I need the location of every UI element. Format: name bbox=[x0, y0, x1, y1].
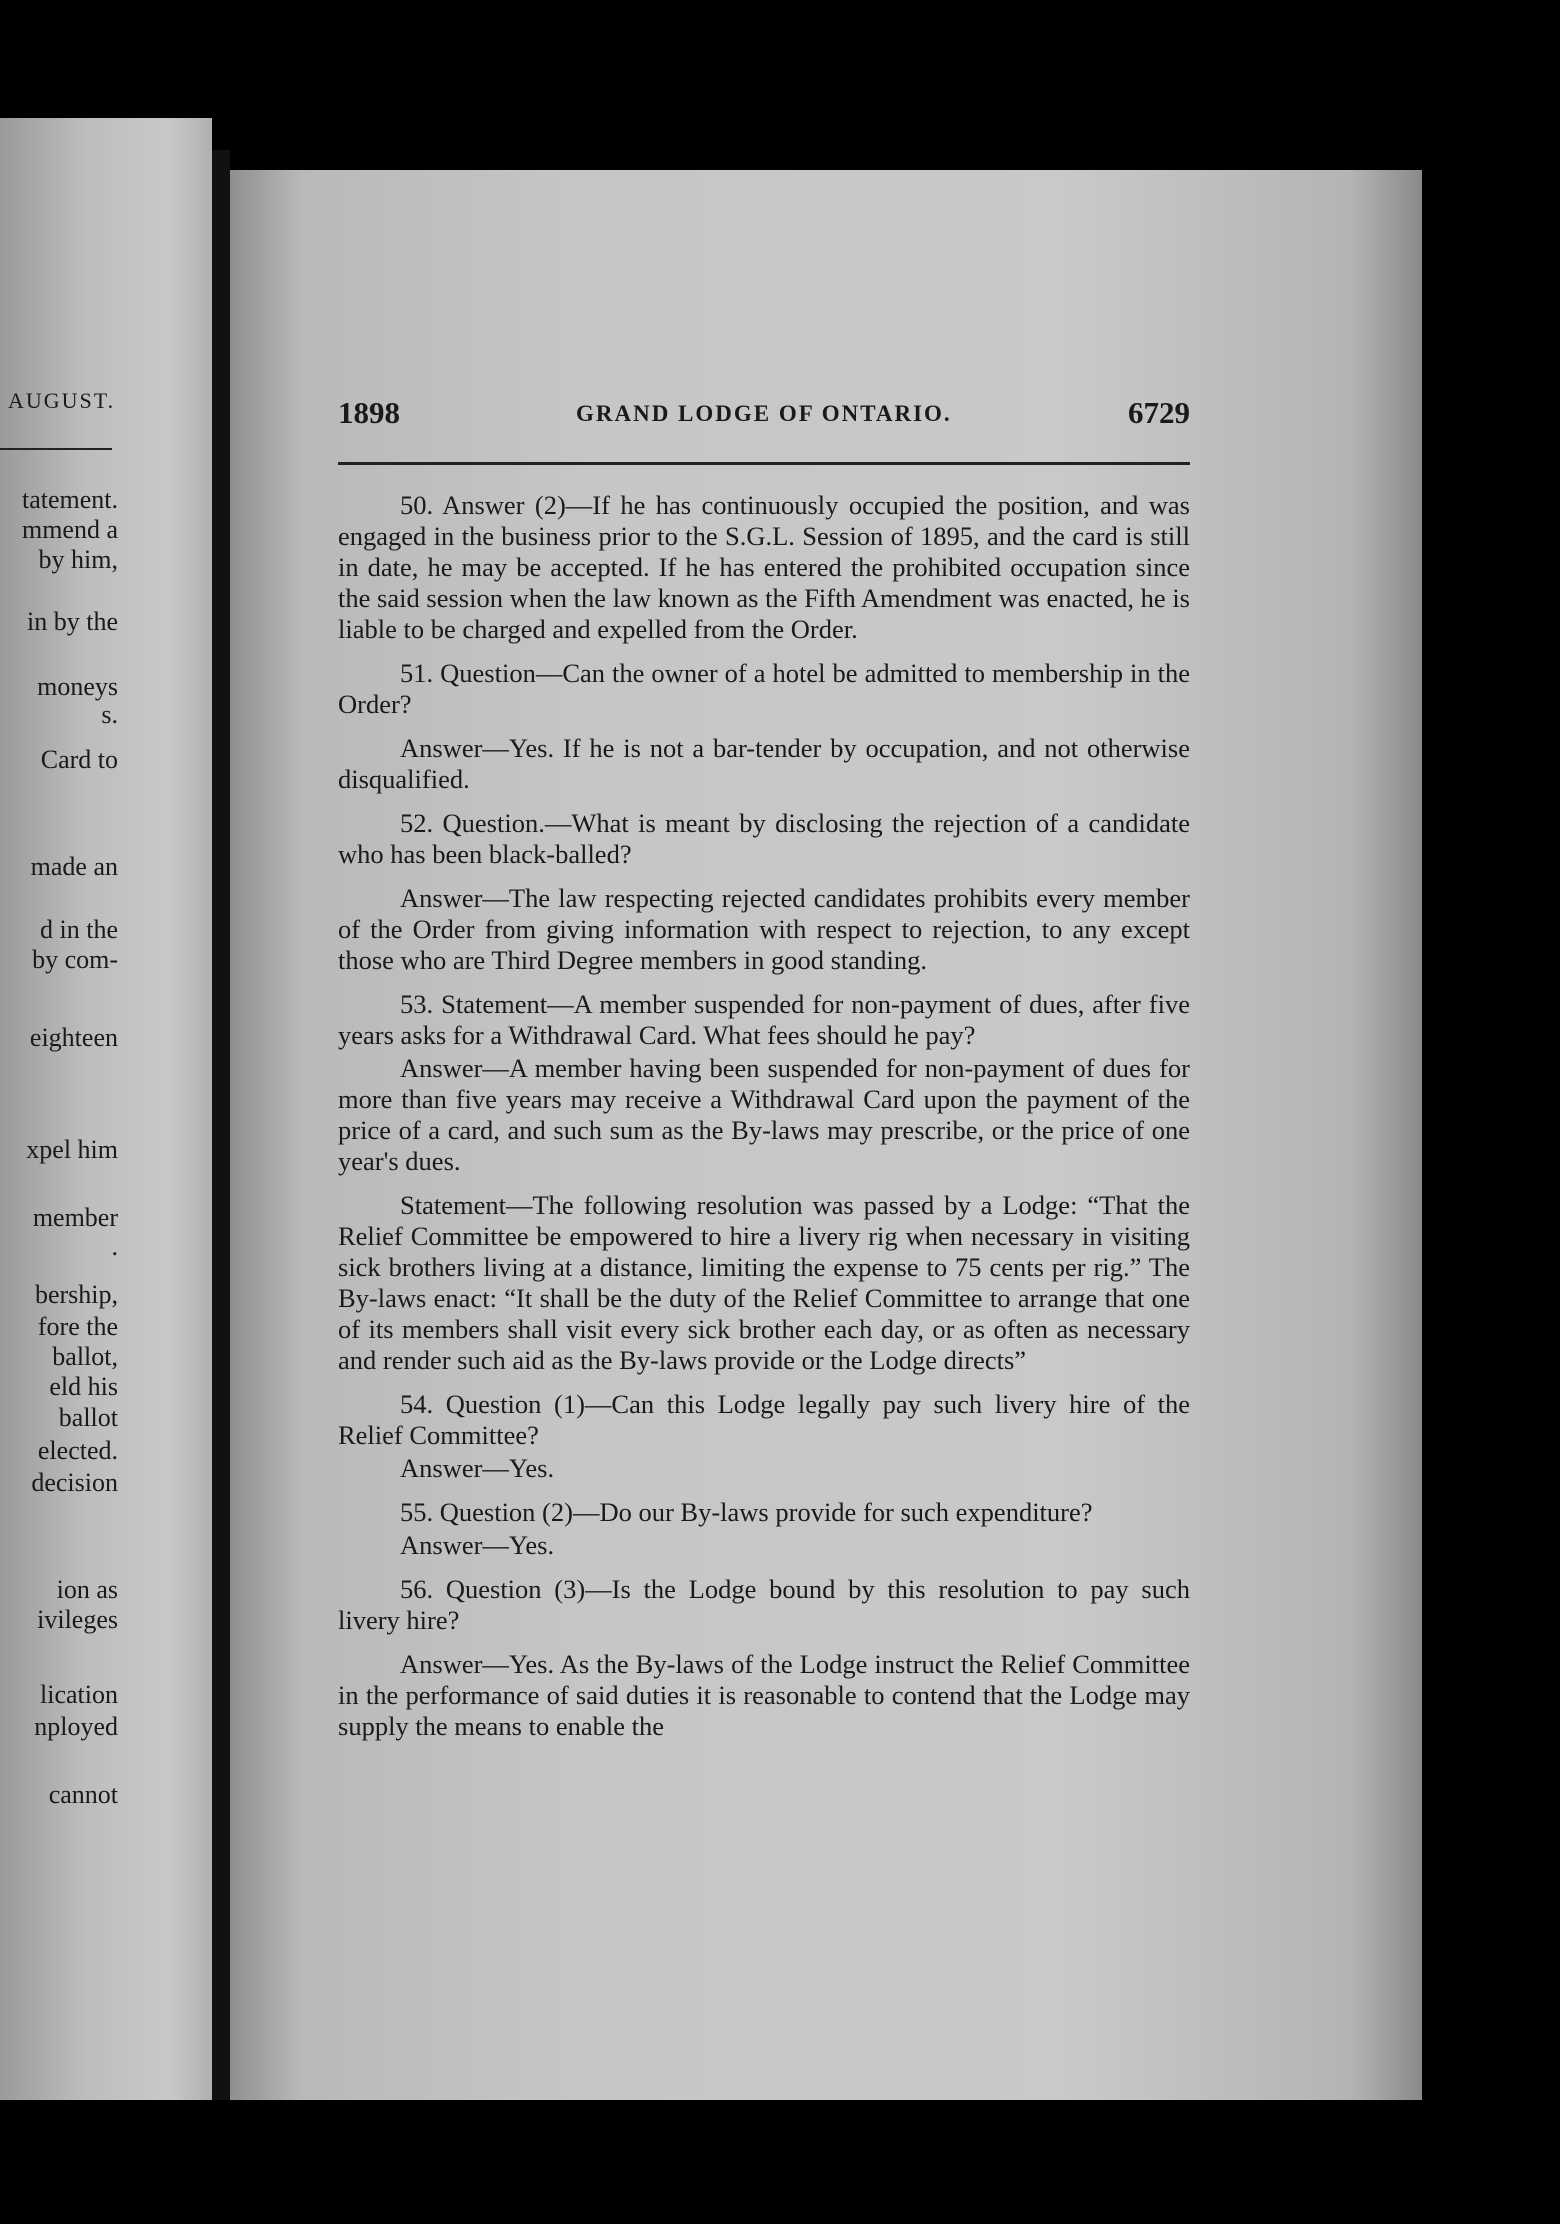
paragraph-54: 54. Question (1)—Can this Lodge legally pay such livery hire of the Relief Committee? bbox=[338, 1389, 1190, 1450]
left-page-line: member bbox=[32, 1203, 118, 1232]
left-page-header: AUGUST. bbox=[8, 388, 116, 413]
paragraph-54-answer: Answer—Yes. bbox=[400, 1453, 555, 1483]
header-rule bbox=[338, 462, 1190, 465]
left-page-line: eld his bbox=[49, 1372, 118, 1401]
left-page bbox=[0, 118, 212, 2100]
left-page-line: bership, bbox=[34, 1280, 118, 1309]
left-page-line: by com- bbox=[32, 945, 118, 974]
left-page-line: fore the bbox=[37, 1312, 118, 1341]
left-page-line: ballot bbox=[58, 1403, 118, 1432]
left-page-line: xpel him bbox=[26, 1135, 118, 1164]
left-page-line: . bbox=[111, 1232, 118, 1261]
left-page-line: Card to bbox=[40, 745, 118, 774]
left-page-line: d in the bbox=[40, 915, 118, 944]
paragraph-56-answer: Answer—Yes. As the By-laws of the Lodge instruct the Relief Committee in the performance of said duties it is reasonable to contend that the Lodge may supply the means to enable the bbox=[338, 1649, 1190, 1741]
paragraph-51: 51. Question—Can the owner of a hotel be admitted to membership in the Order? bbox=[338, 658, 1190, 719]
paragraph-statement: Statement—The following resolution was passed by a Lodge: “That the Relief Committee be empowered to hire a livery rig when necessary in visiting sick brothers living at a distance, limiting the expense to 75 cents per rig.” The By-laws enact: “It shall be the duty of the Relief Committee to arrange that one of its members shall visit every sick brother each day, or as often as necessary and render such aid as the By-laws provide or the Lodge directs” bbox=[338, 1190, 1190, 1375]
left-page-line: decision bbox=[31, 1468, 118, 1497]
paragraph-53: 53. Statement—A member suspended for non-payment of dues, after five years asks for a Withdrawal Card. What fees should he pay? bbox=[338, 989, 1190, 1050]
page-number: 6729 bbox=[1128, 395, 1190, 430]
left-page-line: elected. bbox=[37, 1436, 118, 1465]
left-page-line: nployed bbox=[34, 1712, 118, 1741]
left-page-line: cannot bbox=[48, 1780, 118, 1809]
running-head bbox=[338, 395, 1190, 435]
left-page-line: tatement. bbox=[21, 485, 118, 514]
paragraph-52: 52. Question.—What is meant by disclosing the rejection of a candidate who has been black-balled? bbox=[338, 808, 1190, 869]
left-page-line: lication bbox=[40, 1680, 118, 1709]
left-page-line: mmend a bbox=[21, 515, 118, 544]
book-spine bbox=[212, 150, 230, 2100]
page-title: GRAND LODGE OF ONTARIO. bbox=[576, 401, 952, 426]
left-page-line: ivileges bbox=[37, 1605, 118, 1634]
left-page-line: s. bbox=[101, 700, 118, 729]
paragraph-55: 55. Question (2)—Do our By-laws provide for such expenditure? bbox=[400, 1497, 1093, 1527]
left-page-line: by him, bbox=[38, 545, 118, 574]
paragraph-53-answer: Answer—A member having been suspended for non-payment of dues for more than five years may receive a Withdrawal Card upon the payment of the price of a card, and such sum as the By-laws may prescribe, or the price of one year's dues. bbox=[338, 1053, 1190, 1176]
left-page-line: in by the bbox=[27, 607, 118, 636]
paragraph-50: 50. Answer (2)—If he has continuously occupied the position, and was engaged in the business prior to the S.G.L. Session of 1895, and the card is still in date, he may be accepted. If he has entered the prohibited occupation since the said session when the law known as the Fifth Amendment was enacted, he is liable to be charged and expelled from the Order. bbox=[338, 490, 1190, 644]
paragraph-56: 56. Question (3)—Is the Lodge bound by this resolution to pay such livery hire? bbox=[338, 1574, 1190, 1635]
left-page-line: ion as bbox=[56, 1575, 118, 1604]
page-year: 1898 bbox=[338, 395, 400, 430]
left-page-line: made an bbox=[30, 852, 118, 881]
left-page-line: moneys bbox=[37, 672, 118, 701]
paragraph-52-answer: Answer—The law respecting rejected candidates prohibits every member of the Order from giving information with respect to rejection, to any except those who are Third Degree members in good standing. bbox=[338, 883, 1190, 975]
paragraph-55-answer: Answer—Yes. bbox=[400, 1530, 555, 1560]
left-header-rule bbox=[0, 448, 112, 450]
left-page-line: eighteen bbox=[29, 1023, 118, 1052]
page-body bbox=[338, 490, 1190, 1755]
left-page-line: ballot, bbox=[52, 1342, 118, 1371]
paragraph-51-answer: Answer—Yes. If he is not a bar-tender by occupation, and not otherwise disqualified. bbox=[338, 733, 1190, 794]
